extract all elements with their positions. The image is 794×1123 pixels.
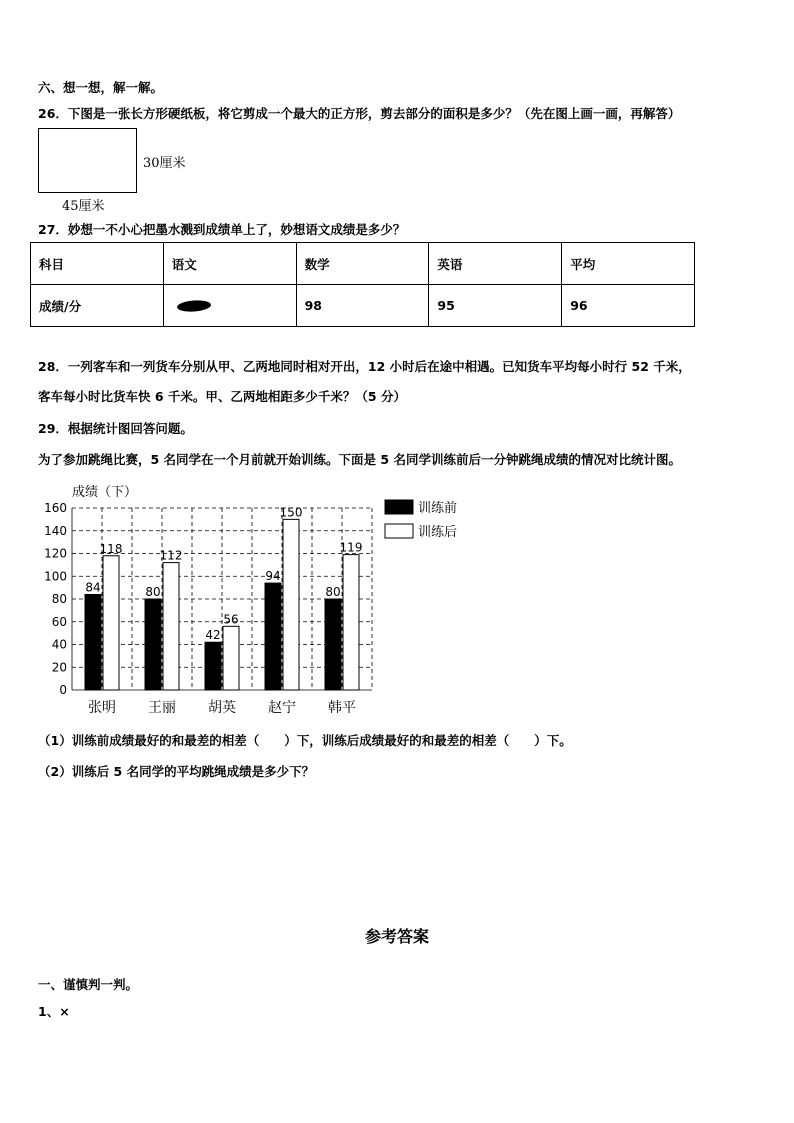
data-label: 94 [265,569,281,584]
question-26: 26．下图是一张长方形硬纸板，将它剪成一个最大的正方形，剪去部分的面积是多少？（先在图上画一画，再解答） [38,106,681,121]
data-label: 42 [205,628,221,643]
table-cell: 95 [429,285,562,327]
y-tick-label: 0 [59,683,67,697]
data-label: 80 [145,585,161,599]
table-header-cell: 平均 [562,243,695,285]
bar [343,555,359,690]
bar [283,519,299,690]
table-cell: 98 [296,285,429,327]
bar [145,599,161,690]
question-29-intro: 为了参加跳绳比赛，5 名同学在一个月前就开始训练。下面是 5 名同学训练前后一分钟跳绳成绩的情况对比统计图。 [38,452,681,467]
question-29-sub1: （1）训练前成绩最好的和最差的相差（ ）下，训练后成绩最好的和最差的相差（ ）下。 [38,733,572,748]
y-tick-label: 140 [44,523,67,538]
rect-width-label: 45厘米 [62,199,105,214]
cardboard-rectangle [38,128,137,193]
table-header-cell: 语文 [163,243,296,285]
bar [265,583,281,690]
data-label: 150 [279,505,303,520]
legend-swatch [385,524,413,538]
data-label: 118 [99,541,123,556]
data-label: 84 [85,580,101,595]
y-tick-label: 160 [44,501,67,515]
bar-chart [30,478,490,723]
y-tick-label: 80 [51,592,67,606]
bar [85,594,101,690]
data-label: 80 [325,585,341,599]
legend-swatch [385,500,413,514]
data-label: 112 [159,548,183,563]
y-tick-label: 20 [51,660,67,675]
x-tick-label: 王丽 [148,700,176,716]
x-tick-label: 张明 [88,700,116,716]
x-tick-label: 胡英 [208,700,236,716]
x-tick-label: 韩平 [328,700,356,716]
score-table [30,242,695,327]
ink-blot-cell [163,285,296,327]
bar [223,626,239,690]
data-label: 119 [339,540,363,555]
y-tick-label: 60 [51,614,67,629]
y-axis-label: 成绩（下） [72,485,138,500]
y-tick-label: 40 [51,637,67,652]
table-row [31,285,695,327]
section-heading: 六、想一想，解一解。 [38,80,164,95]
bar [205,642,221,690]
row-label: 成绩/分 [31,285,164,327]
data-label: 56 [223,612,239,627]
bar [325,599,341,690]
bar [163,563,179,690]
table-header-cell: 英语 [429,243,562,285]
question-28-line1: 28．一列客车和一列货车分别从甲、乙两地同时相对开出，12 小时后在途中相遇。已知货车平均每小时行 52 千米， [38,359,691,374]
x-tick-label: 赵宁 [268,700,296,716]
legend-label: 训练后 [418,525,458,540]
y-tick-label: 120 [44,546,67,561]
answers-title: 参考答案 [364,927,429,946]
rect-height-label: 30厘米 [143,156,186,171]
table-header-row [31,243,695,285]
y-tick-label: 100 [44,569,67,584]
ink-blot-icon [174,299,214,313]
table-header-cell: 数学 [296,243,429,285]
bar [103,556,119,690]
question-27: 27．妙想一不小心把墨水溅到成绩单上了，妙想语文成绩是多少？ [38,222,406,237]
answers-section: 一、谨慎判一判。 [38,977,139,992]
question-29-title: 29．根据统计图回答问题。 [38,421,193,436]
legend-label: 训练前 [418,501,458,516]
table-header-cell: 科目 [31,243,164,285]
question-28-line2: 客车每小时比货车快 6 千米。甲、乙两地相距多少千米？（5 分） [38,389,406,404]
question-29-sub2: （2）训练后 5 名同学的平均跳绳成绩是多少下？ [38,764,315,779]
table-cell: 96 [562,285,695,327]
answer-item: 1、× [38,1004,70,1019]
